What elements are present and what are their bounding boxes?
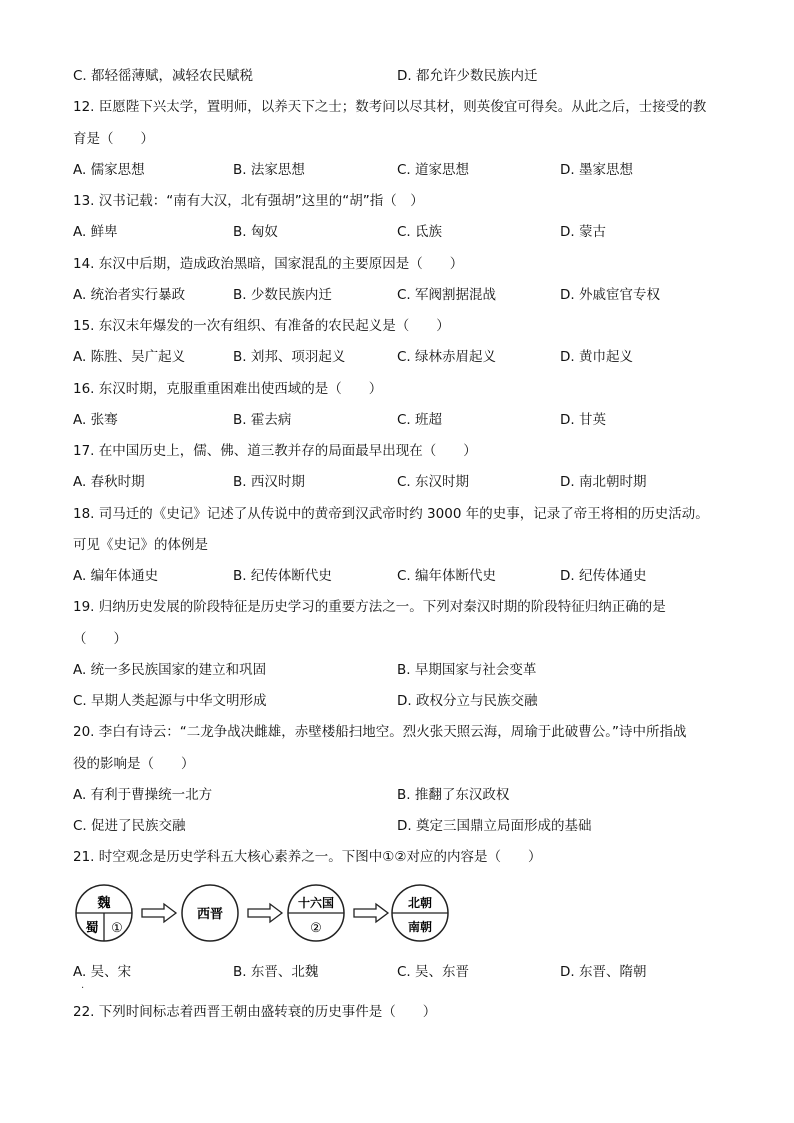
answer-option[interactable]: D. 南北朝时期: [560, 474, 647, 490]
answer-option[interactable]: C. 东汉时期: [397, 474, 470, 490]
circle-xijin: [182, 885, 238, 941]
answer-option[interactable]: C. 促进了民族交融: [73, 818, 186, 834]
answer-option[interactable]: A. 儒家思想: [73, 162, 145, 178]
timeline-svg: [72, 880, 452, 950]
answer-option[interactable]: D. 蒙古: [560, 224, 606, 240]
question-text: 15. 东汉末年爆发的一次有组织、有准备的农民起义是（ ）: [73, 318, 450, 334]
label-shu: 蜀: [85, 921, 99, 936]
answer-option[interactable]: D. 外戚宦官专权: [560, 287, 660, 303]
question-text: 役的影响是（ ）: [73, 756, 195, 772]
arrow-icon: [354, 904, 388, 922]
answer-option[interactable]: D. 东晋、隋朝: [560, 964, 647, 980]
question-text: 22. 下列时间标志着西晋王朝由盛转衰的历史事件是（ ）: [73, 1004, 437, 1020]
answer-option[interactable]: A. 鲜卑: [73, 224, 118, 240]
answer-option[interactable]: B. 纪传体断代史: [233, 568, 332, 584]
question-text: 17. 在中国历史上，儒、佛、道三教并存的局面最早出现在（ ）: [73, 443, 477, 459]
answer-option[interactable]: C. 都轻徭薄赋，减轻农民赋税: [73, 68, 254, 84]
label-wei: 魏: [97, 896, 111, 911]
label-blank-1: ①: [111, 921, 123, 936]
arrow-icon: [248, 904, 282, 922]
answer-option[interactable]: B. 法家思想: [233, 162, 305, 178]
answer-option[interactable]: D. 黄巾起义: [560, 349, 633, 365]
question-text: 18. 司马迁的《史记》记述了从传说中的黄帝到汉武帝时约 3000 年的史事，记录了帝王将相的历史活动。: [73, 506, 709, 522]
question-text: 16. 东汉时期，克服重重困难出使西域的是（ ）: [73, 381, 383, 397]
label-blank-2: ②: [310, 921, 322, 936]
question-text: 13. 汉书记载：“南有大汉，北有强胡”这里的“胡”指（ ）: [73, 193, 424, 209]
answer-option[interactable]: C. 军阀割据混战: [397, 287, 497, 303]
answer-option[interactable]: C. 早期人类起源与中华文明形成: [73, 693, 267, 709]
circle-north-south: [392, 885, 448, 941]
answer-option[interactable]: B. 霍去病: [233, 412, 292, 428]
question-text: 育是（ ）: [73, 131, 154, 147]
answer-option[interactable]: D. 都允许少数民族内迁: [397, 68, 538, 84]
answer-option[interactable]: B. 东晋、北魏: [233, 964, 319, 980]
answer-option[interactable]: C. 绿林赤眉起义: [397, 349, 497, 365]
question-text: 14. 东汉中后期，造成政治黑暗，国家混乱的主要原因是（ ）: [73, 256, 464, 272]
circle-wei-shu: [76, 885, 132, 941]
answer-option[interactable]: B. 匈奴: [233, 224, 278, 240]
answer-option[interactable]: B. 少数民族内迁: [233, 287, 332, 303]
question-text: 12. 臣愿陛下兴太学，置明师，以养天下之士；数考问以尽其材，则英俊宜可得矣。从此之后，士接受的教: [73, 99, 707, 115]
answer-option[interactable]: D. 奠定三国鼎立局面形成的基础: [397, 818, 592, 834]
answer-option[interactable]: A. 张骞: [73, 412, 118, 428]
answer-option[interactable]: A. 陈胜、吴广起义: [73, 349, 186, 365]
arrow-icon: [142, 904, 176, 922]
label-beichao: 北朝: [407, 896, 433, 910]
answer-option[interactable]: D. 甘英: [560, 412, 606, 428]
answer-option[interactable]: C. 氐族: [397, 224, 443, 240]
answer-option[interactable]: A. 统一多民族国家的建立和巩固: [73, 662, 267, 678]
answer-option[interactable]: A. 编年体通史: [73, 568, 159, 584]
answer-option[interactable]: A. 春秋时期: [73, 474, 145, 490]
question-text: 可见《史记》的体例是: [73, 537, 208, 553]
answer-option[interactable]: B. 刘邦、项羽起义: [233, 349, 346, 365]
answer-option[interactable]: C. 编年体断代史: [397, 568, 497, 584]
label-nanchao: 南朝: [407, 920, 433, 934]
circle-sixteen-kingdoms: [288, 885, 344, 941]
answer-option[interactable]: B. 推翻了东汉政权: [397, 787, 510, 803]
answer-option[interactable]: C. 班超: [397, 412, 443, 428]
label-xijin: 西晋: [196, 907, 224, 922]
answer-option[interactable]: D. 政权分立与民族交融: [397, 693, 538, 709]
answer-option[interactable]: D. 纪传体通史: [560, 568, 647, 584]
answer-option[interactable]: C. 吴、东晋: [397, 964, 470, 980]
answer-option[interactable]: A. 有利于曹操统一北方: [73, 787, 213, 803]
question-text: 20. 李白有诗云：“二龙争战决雌雄，赤壁楼船扫地空。烈火张天照云海，周瑜于此破曹公。”诗中所指战: [73, 724, 687, 740]
timeline-diagram: [72, 880, 452, 954]
answer-option[interactable]: A. 统治者实行暴政: [73, 287, 186, 303]
answer-option[interactable]: C. 道家思想: [397, 162, 470, 178]
question-text: 19. 归纳历史发展的阶段特征是历史学习的重要方法之一。下列对秦汉时期的阶段特征归纳正确的是: [73, 599, 666, 615]
stray-mark: ·: [81, 983, 85, 994]
answer-option[interactable]: B. 西汉时期: [233, 474, 305, 490]
question-text: 21. 时空观念是历史学科五大核心素养之一。下图中①②对应的内容是（ ）: [73, 849, 542, 865]
label-sixteen-kingdoms: 十六国: [297, 896, 335, 910]
answer-option[interactable]: B. 早期国家与社会变革: [397, 662, 537, 678]
answer-option[interactable]: A. 吴、宋: [73, 964, 132, 980]
question-text: （ ）: [73, 631, 127, 647]
answer-option[interactable]: D. 墨家思想: [560, 162, 633, 178]
